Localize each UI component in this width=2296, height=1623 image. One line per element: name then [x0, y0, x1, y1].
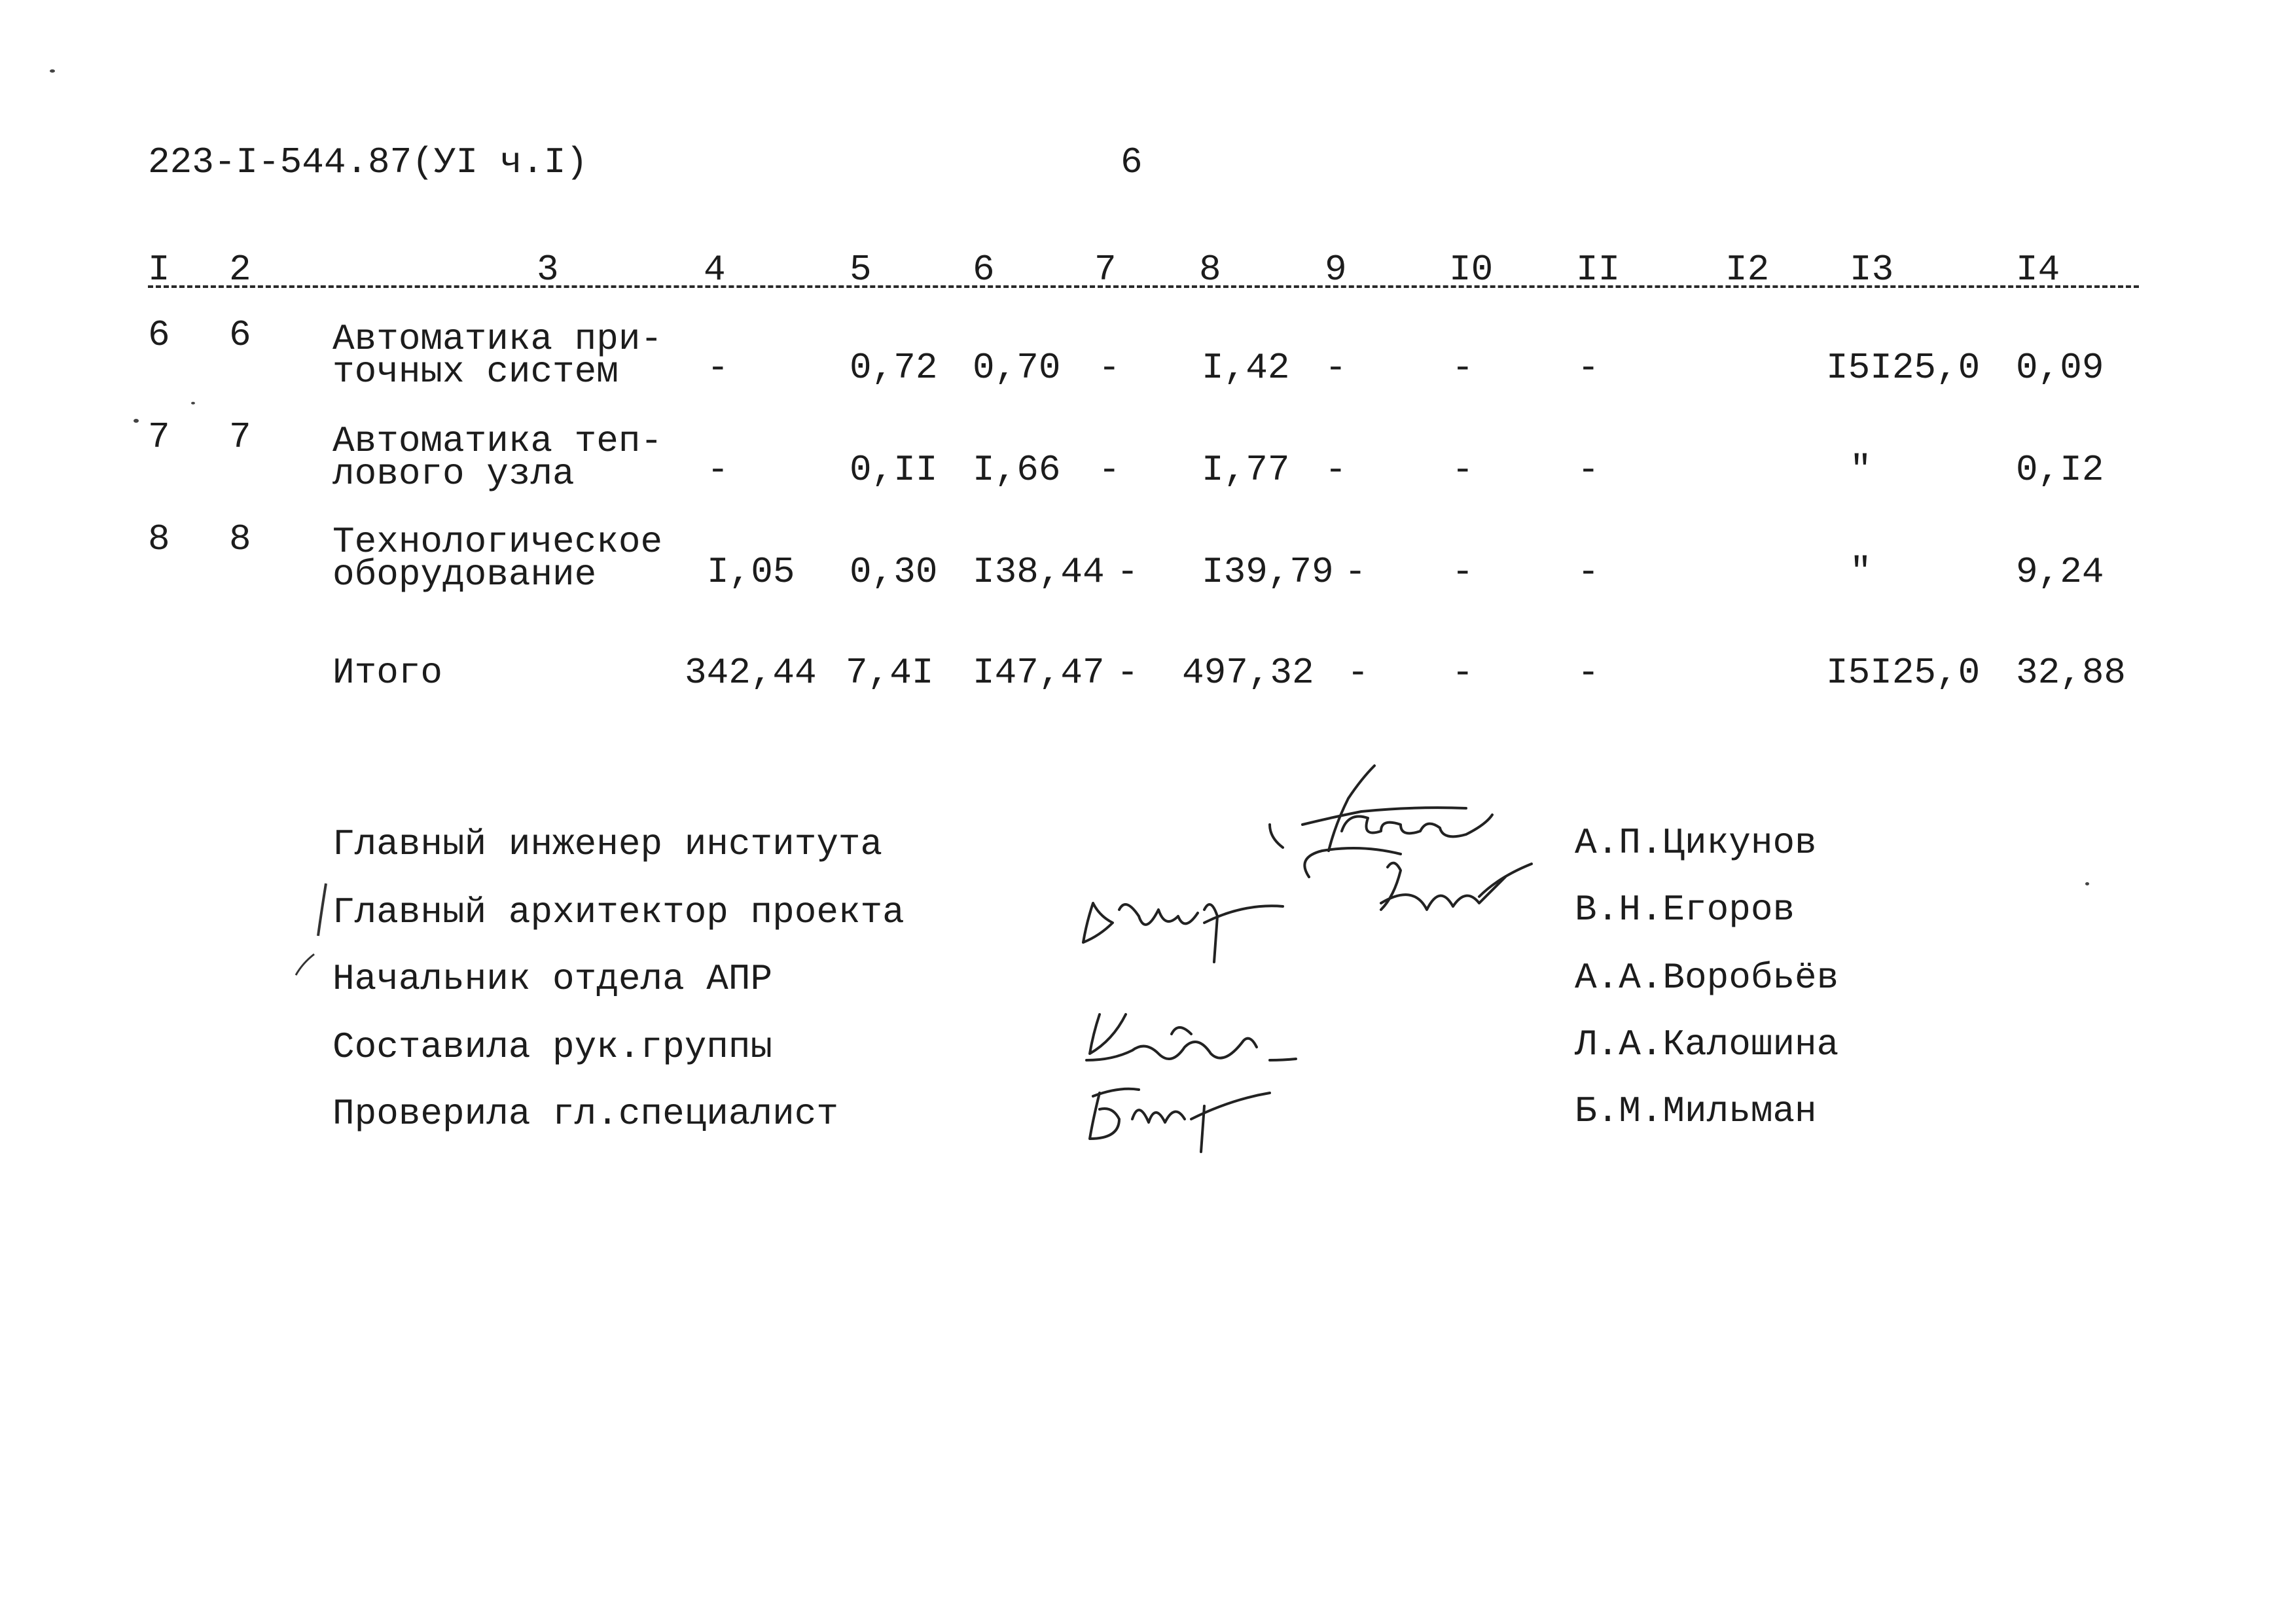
- row-cell-8: I,77: [1202, 449, 1290, 491]
- row-cell-4: -: [707, 449, 729, 491]
- col-number-12: I2: [1725, 249, 1770, 291]
- total-cell-4: 342,44: [685, 652, 817, 694]
- col-number-7: 7: [1094, 249, 1117, 291]
- col-number-4: 4: [704, 249, 726, 291]
- signatory-name: А.А.Воробьёв: [1575, 957, 1839, 999]
- col-number-3: 3: [537, 249, 559, 291]
- scan-speck: [2085, 882, 2089, 885]
- total-cell-5: 7,4I: [846, 652, 934, 694]
- col-number-13: I3: [1850, 249, 1894, 291]
- signatory-position: Главный инженер института: [332, 823, 883, 865]
- scan-speck: [191, 402, 195, 404]
- col-number-1: I: [148, 249, 170, 291]
- row-cell-6: 0,70: [973, 347, 1061, 389]
- row-cell-11: -: [1577, 551, 1600, 593]
- page-number: 6: [1121, 141, 1143, 183]
- signatory-position: Главный архитектор проекта: [332, 891, 905, 933]
- total-cell-13: I5I25,0: [1826, 652, 1981, 694]
- row-cell-6: I,66: [973, 449, 1061, 491]
- row-name-line-1: Автоматика при-: [332, 318, 663, 360]
- document-code: 223-I-544.87(УI ч.I): [148, 141, 588, 183]
- row-cell-1: 8: [148, 518, 170, 560]
- col-number-8: 8: [1199, 249, 1221, 291]
- row-cell-13: ": [1850, 449, 1872, 491]
- total-cell-10: -: [1452, 652, 1474, 694]
- row-name-line-1: Автоматика теп-: [332, 420, 663, 462]
- row-cell-10: -: [1452, 347, 1474, 389]
- total-cell-11: -: [1577, 652, 1600, 694]
- row-cell-1: 6: [148, 314, 170, 356]
- scan-speck: [50, 69, 55, 73]
- row-name-line-1: Технологическое: [332, 521, 663, 563]
- row-name-line-2: оборудование: [332, 554, 597, 596]
- row-cell-5: 0,II: [850, 449, 938, 491]
- row-cell-14: 0,I2: [2016, 449, 2104, 491]
- margin-pencil-mark: [288, 877, 340, 982]
- signatory-position: Проверила гл.специалист: [332, 1093, 838, 1135]
- row-cell-10: -: [1452, 449, 1474, 491]
- row-cell-9: -: [1325, 347, 1347, 389]
- row-name-line-2: точных систем: [332, 351, 619, 393]
- col-number-14: I4: [2016, 249, 2060, 291]
- total-cell-6: I47,47: [973, 652, 1105, 694]
- row-cell-9: -: [1344, 551, 1367, 593]
- row-cell-5: 0,30: [850, 551, 938, 593]
- col-number-10: I0: [1449, 249, 1494, 291]
- row-cell-11: -: [1577, 347, 1600, 389]
- row-cell-2: 8: [229, 518, 251, 560]
- row-cell-4: -: [707, 347, 729, 389]
- row-cell-4: I,05: [707, 551, 795, 593]
- row-cell-14: 9,24: [2016, 551, 2104, 593]
- signatory-name: Б.М.Мильман: [1575, 1090, 1817, 1132]
- total-cell-14: 32,88: [2016, 652, 2126, 694]
- signatory-name: А.П.Цикунов: [1575, 822, 1817, 864]
- scan-speck: [134, 419, 139, 423]
- row-cell-13: ": [1850, 551, 1872, 593]
- signatory-name: Л.А.Калошина: [1575, 1024, 1839, 1065]
- col-number-11: II: [1576, 249, 1621, 291]
- row-name-line-2: лового узла: [332, 453, 575, 495]
- col-number-5: 5: [850, 249, 872, 291]
- total-cell-7: -: [1117, 652, 1139, 694]
- col-number-2: 2: [229, 249, 251, 291]
- row-cell-11: -: [1577, 449, 1600, 491]
- row-cell-2: 6: [229, 314, 251, 356]
- total-cell-8: 497,32: [1182, 652, 1314, 694]
- signatory-position: Начальник отдела АПР: [332, 958, 773, 1000]
- total-cell-9: -: [1347, 652, 1369, 694]
- row-cell-8: I,42: [1202, 347, 1290, 389]
- row-cell-2: 7: [229, 416, 251, 458]
- row-cell-10: -: [1452, 551, 1474, 593]
- row-cell-5: 0,72: [850, 347, 938, 389]
- header-divider: [148, 285, 2139, 288]
- row-cell-9: -: [1325, 449, 1347, 491]
- row-cell-7: -: [1117, 551, 1139, 593]
- row-cell-8: I39,79: [1202, 551, 1334, 593]
- row-cell-7: -: [1098, 347, 1121, 389]
- row-cell-13: I5I25,0: [1826, 347, 1981, 389]
- row-cell-7: -: [1098, 449, 1121, 491]
- col-number-9: 9: [1325, 249, 1347, 291]
- signatory-name: В.Н.Егоров: [1575, 889, 1795, 931]
- total-label: Итого: [332, 652, 443, 694]
- row-cell-14: 0,09: [2016, 347, 2104, 389]
- signatory-position: Составила рук.группы: [332, 1026, 773, 1068]
- row-cell-1: 7: [148, 416, 170, 458]
- handwritten-signatures: [1073, 753, 1584, 1158]
- row-cell-6: I38,44: [973, 551, 1105, 593]
- col-number-6: 6: [973, 249, 995, 291]
